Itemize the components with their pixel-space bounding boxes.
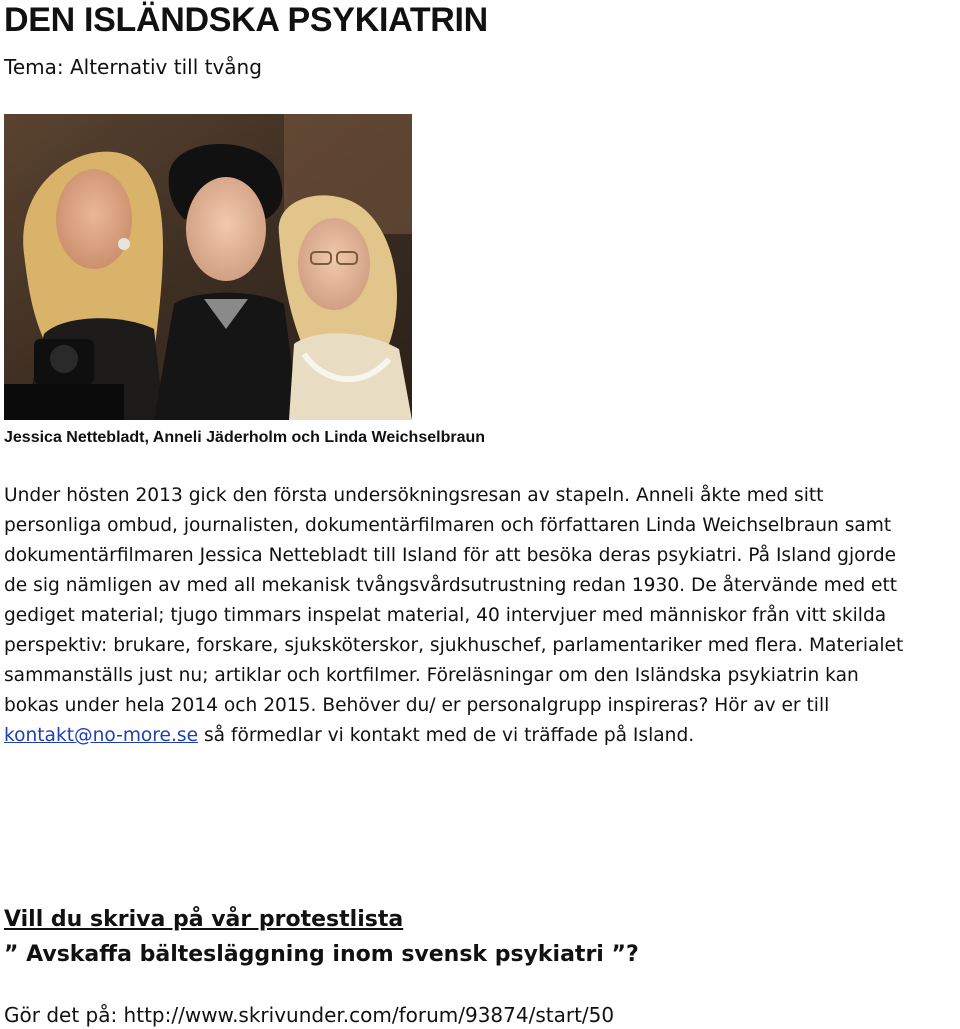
signup-text: Gör det på: http://www.skrivunder.com/forum/93874/start/50 [4,1003,615,1027]
body-line: Under hösten 2013 gick den första undersökningsresan av stapeln. Anneli åkte med sitt [4,485,824,506]
body-line: sammanställs just nu; artiklar och kortfilmer. Föreläsningar om den Isländska psykiatrin kan [4,665,859,686]
body-line: bokas under hela 2014 och 2015. Behöver du/ er personalgrupp inspireras? Hör av er till [4,695,830,716]
body-line: dokumentärfilmaren Jessica Nettebladt till Island för att besöka deras psykiatri. På Island gjorde [4,545,897,566]
protest-quote: ” Avskaffa bältesläggning inom svensk psykiatri ”? [4,942,639,967]
body-line: gediget material; tjugo timmars inspelat material, 40 intervjuer med människor från vitt skilda [4,605,887,626]
page-subtitle: Tema: Alternativ till tvång [4,55,262,79]
protest-heading: Vill du skriva på vår protestlista [4,907,404,932]
contact-email-link[interactable]: kontakt@no-more.se [4,725,199,746]
body-line-last [4,721,960,751]
body-line: perspektiv: brukare, forskare, sjuksköterskor, sjukhuschef, parlamentariker med flera. Materialet [4,635,904,656]
page-title: DEN ISLÄNDSKA PSYKIATRIN [4,1,488,39]
body-line-rest: så förmedlar vi kontakt med de vi träffade på Island. [198,725,695,746]
group-photo [4,114,412,420]
article-body [4,481,960,751]
photo-caption: Jessica Nettebladt, Anneli Jäderholm och Linda Weichselbraun [4,429,486,446]
body-line: personliga ombud, journalisten, dokumentärfilmaren och författaren Linda Weichselbraun samt [4,515,892,536]
body-line: de sig nämligen av med all mekanisk tvångsvårdsutrustning redan 1930. De återvände med ett [4,575,898,596]
